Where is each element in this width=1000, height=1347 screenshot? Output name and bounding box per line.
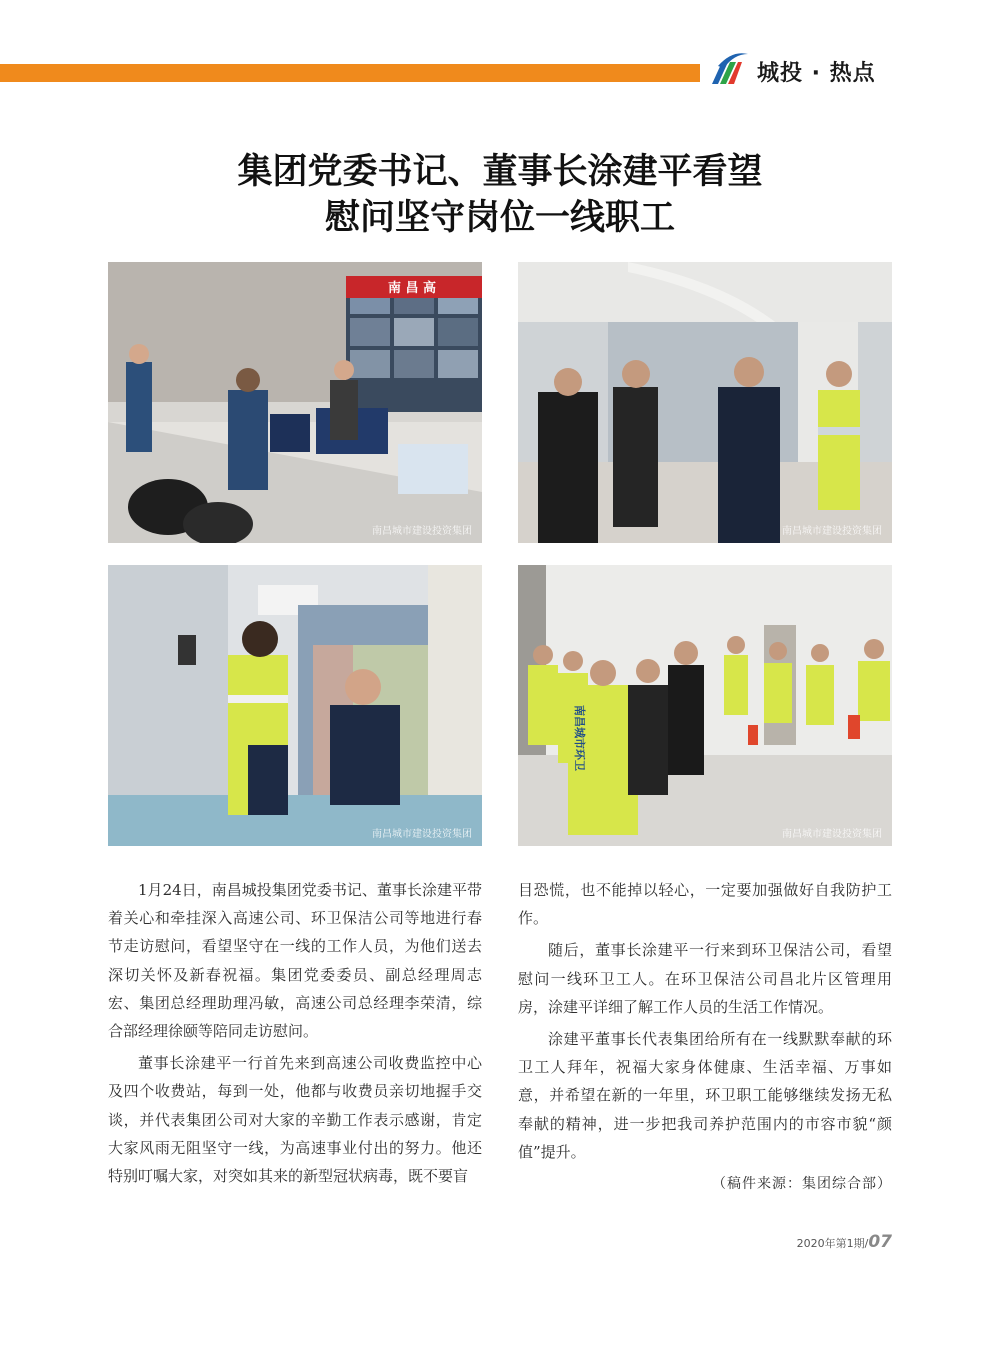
photo-watermark: 南昌城市建设投资集团 (782, 829, 882, 840)
monitor-center-sign: 南 昌 高 (388, 281, 437, 296)
issue-label: 2020年第1期/ (796, 1237, 869, 1250)
photo-watermark: 南昌城市建设投资集团 (782, 526, 882, 537)
photo-toll-booth-handshake (108, 565, 482, 846)
article-paragraph-continued: 目恐慌，也不能掉以轻心，一定要加强做好自我防护工作。 (518, 881, 892, 928)
photo-watermark: 南昌城市建设投资集团 (372, 829, 472, 840)
photo-toll-station-visit (518, 262, 892, 543)
article-title-line1: 集团党委书记、董事长涂建平看望 (237, 152, 763, 192)
article-title-line2: 慰问坚守岗位一线职工 (324, 198, 675, 238)
photo-monitoring-center (108, 262, 482, 543)
article-column-right (518, 876, 892, 1198)
vest-text: 南昌城市环卫 (573, 705, 586, 771)
page-number: 07 (868, 1232, 892, 1252)
page-footer (797, 1232, 892, 1252)
photo-watermark: 南昌城市建设投资集团 (372, 526, 472, 537)
article-paragraph: 随后，董事长涂建平一行来到环卫保洁公司，看望慰问一线环卫工人。在环卫保洁公司昌北片区管理用房，涂建平详细了解工作人员的生活工作情况。 (518, 941, 892, 1016)
article-paragraph: 涂建平董事长代表集团给所有在一线默默奉献的环卫工人拜年，祝福大家身体健康、生活幸福、万事如意，并希望在新的一年里，环卫职工能够继续发扬无私奉献的精神，进一步把我司养护范围内的市容市貌“颜值”提升。 (518, 1030, 892, 1161)
article-paragraph: 1月24日，南昌城投集团党委书记、董事长涂建平带着关心和牵挂深入高速公司、环卫保洁公司等地进行春节走访慰问，看望坚守在一线的工作人员，为他们送去深切关怀及新春祝福。集团党委委员、副总经理周志宏、集团总经理助理冯敏，高速公司总经理李荣清，综合部经理徐颐等陪同走访慰问。 (108, 881, 482, 1041)
article-column-left (108, 876, 482, 1194)
article-source: （稿件来源：集团综合部） (712, 1176, 892, 1193)
header-accent-bar (0, 64, 700, 82)
article-paragraph: 董事长涂建平一行首先来到高速公司收费监控中心及四个收费站，每到一处，他都与收费员亲切地握手交谈，并代表集团公司对大家的辛勤工作表示感谢，肯定大家风雨无阻坚守一线，为高速事业付出的努力。他还特别叮嘱大家，对突如其来的新型冠状病毒，既不要盲 (108, 1054, 482, 1186)
cityinvest-logo-icon (708, 48, 750, 88)
section-label: 城投 · 热点 (757, 61, 876, 86)
photo-sanitation-workers (518, 565, 892, 846)
